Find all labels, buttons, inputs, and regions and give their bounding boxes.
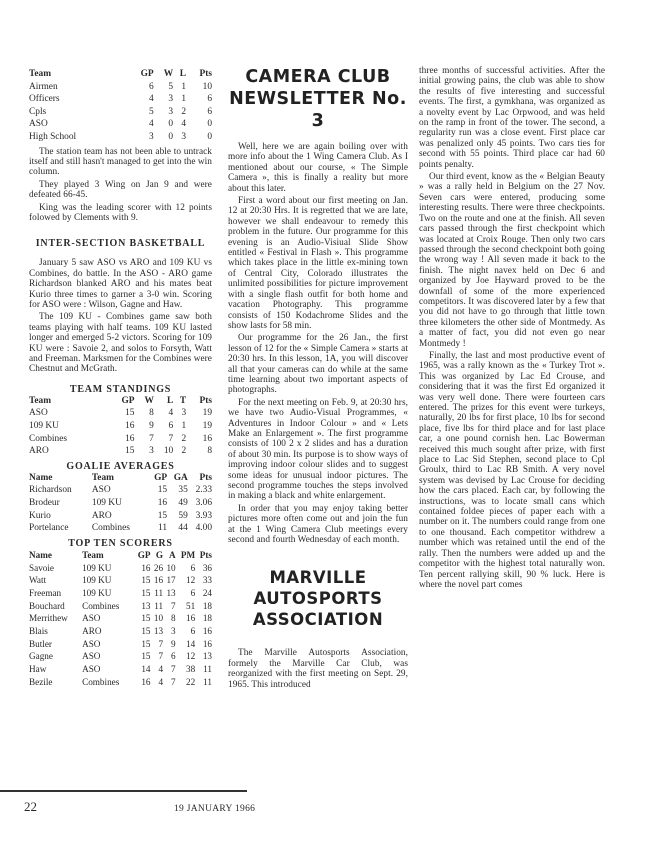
table-cell: 16 xyxy=(125,433,135,444)
table-cell: 18 xyxy=(202,613,212,624)
col-header: GP xyxy=(137,549,151,560)
table-cell: 51 xyxy=(186,600,196,611)
table-cell: 109 KU xyxy=(91,498,122,509)
title-line: NEWSLETTER No. 3 xyxy=(229,89,407,131)
table-cell: 13 xyxy=(202,651,212,662)
table-cell: 15 xyxy=(125,446,135,457)
table-cell: 17 xyxy=(166,575,176,586)
table-cell: 5 xyxy=(168,81,174,92)
table-cell: 15 xyxy=(141,638,151,649)
table-cell: 6 xyxy=(148,81,154,92)
scorers-body xyxy=(29,562,212,689)
title-line: MARVILLE xyxy=(269,568,367,588)
table-cell: Brodeur xyxy=(29,498,60,509)
table-cell: 2 xyxy=(181,433,187,444)
league-table xyxy=(29,68,212,144)
sports-column xyxy=(29,66,212,689)
table-cell: 4 xyxy=(181,119,187,130)
col-header: Pts xyxy=(199,69,212,79)
goalie-header xyxy=(29,472,212,485)
table-cell: 16 xyxy=(125,421,135,432)
table-cell: 33 xyxy=(202,575,212,586)
table-cell: 10 xyxy=(166,562,176,573)
table-cell: 6 xyxy=(168,421,174,432)
table-cell: 18 xyxy=(202,600,212,611)
table-cell: Bezile xyxy=(29,676,53,687)
table-cell: Haw xyxy=(29,664,47,675)
table-cell: 7 xyxy=(171,676,176,687)
paragraph: Finally, the last and most productive event of 1965, was a rally known as the « Turkey Trot ». This was organized by Lac Ed Crouse, and considering that it was the first Ed organized it was very well done. There were fourteen cars entered. The prizes for this event were turkeys, naturally, 20 lbs for first place, 10 lbs for second place, five lbs for third place and for last place car, a one pound cornish hen. Lac Bowerman received this much sought after prize, with first place to Lac Sid Stephen, second place to Cpl Groulx, third to Lac RB Smith. A very novel system was devised by Lac Crouse for deciding how the cars placed. Each car, by following the instructions, was to locate small cans which contained foldee pieces of paper each with a number on it. The numbers could range from one to one thousand. Each competitor withdrew a number which was retained until the end of the rally. Then the numbers were added up and the competitor with the highest total naturally won. Ten percent rallying skill, 90 % luck. Here is where the novel part comes xyxy=(419,350,605,590)
table-cell: 36 xyxy=(202,562,212,573)
table-cell: 16 xyxy=(141,676,151,687)
table-cell: 15 xyxy=(141,651,151,662)
table-cell: ARO xyxy=(82,626,102,637)
table-cell: Combines xyxy=(82,600,120,611)
table-cell: 0 xyxy=(168,131,174,142)
title-line: ASSOCIATION xyxy=(252,610,384,630)
table-cell: Airmen xyxy=(29,81,58,92)
table-cell: 10 xyxy=(202,81,212,92)
table-cell: 16 xyxy=(186,613,196,624)
table-cell: 109 KU xyxy=(82,587,112,598)
table-row xyxy=(29,574,212,587)
table-cell: 7 xyxy=(171,664,176,675)
table-cell: 1 xyxy=(181,421,187,432)
table-cell: Freeman xyxy=(29,587,62,598)
table-cell: ARO xyxy=(91,510,112,521)
table-cell: 38 xyxy=(186,664,196,675)
table-row xyxy=(29,612,212,625)
paragraph: The 109 KU - Combines game saw both teams playing with half teams. 109 KU lasted longer and emerged 5-2 victors. Scoring for 109 KU were : Savoie 2, and solos to Forsyth, Watt and Freeman. Marksmen for the Combines were Chestnut and McGrath. xyxy=(29,312,212,375)
table-row xyxy=(29,497,212,510)
table-cell: 15 xyxy=(141,587,151,598)
table-cell: ASO xyxy=(82,613,101,624)
table-row xyxy=(29,522,212,535)
col-header: Pts xyxy=(199,549,212,560)
table-cell: 16 xyxy=(157,498,168,509)
table-cell: Cpls xyxy=(29,106,47,117)
table-cell: 22 xyxy=(186,676,196,687)
table-cell: 2 xyxy=(181,446,187,457)
table-cell: 49 xyxy=(178,498,188,509)
table-cell: 6 xyxy=(171,651,176,662)
table-cell: Watt xyxy=(29,575,47,586)
goalie-body xyxy=(29,484,212,534)
inter-section-heading: INTER-SECTION BASKETBALL xyxy=(35,238,206,250)
table-cell: 3 xyxy=(171,626,176,637)
table-cell: 12 xyxy=(186,575,196,586)
table-cell: 16 xyxy=(202,638,212,649)
table-cell: 35 xyxy=(178,485,188,496)
table-cell: 44 xyxy=(178,523,188,534)
table-row xyxy=(29,600,212,613)
col-header: Name xyxy=(29,549,52,560)
table-cell: 10 xyxy=(153,613,164,624)
footer-rule xyxy=(0,790,247,792)
table-cell: ASO xyxy=(91,485,111,496)
col-header: Name xyxy=(29,472,53,483)
col-header: GA xyxy=(173,472,188,483)
col-header: GP xyxy=(154,472,168,483)
top-scorers-heading: TOP TEN SCORERS xyxy=(68,537,173,549)
table-cell: 24 xyxy=(202,587,212,598)
table-cell: 3 xyxy=(168,106,174,117)
col-header: GP xyxy=(140,69,154,79)
table-cell: 8 xyxy=(207,446,212,457)
table-cell: Butler xyxy=(29,638,52,649)
table-cell: 7 xyxy=(158,651,164,662)
table-cell: 6 xyxy=(190,562,196,573)
col-header: Team xyxy=(29,69,52,79)
table-cell: 16 xyxy=(141,562,151,573)
inter-section-report xyxy=(29,258,212,374)
table-cell: Richardson xyxy=(29,485,72,496)
table-cell: 3 xyxy=(168,94,174,105)
marville-article xyxy=(228,648,408,690)
table-cell: 4 xyxy=(168,408,174,419)
table-cell: 9 xyxy=(149,421,154,432)
table-cell: 15 xyxy=(157,485,168,496)
standings-body xyxy=(29,407,212,457)
table-cell: High School xyxy=(29,131,77,142)
title-line: AUTOSPORTS xyxy=(253,589,383,609)
paragraph: three months of successful activities. After the initial growing pains, the club was able to show the results of five interesting and successful events. The first, a gymkhana, was organized as a novelty event by Lac Orpwood, and was held on the ramp in front of the tower. The second, a regularity run was a close event. First place car was penalized only 45 points. Two cars ties for second with 55 points. Third place car had 60 points penalty. xyxy=(419,66,605,170)
table-cell: ASO xyxy=(29,408,48,419)
table-cell: 14 xyxy=(141,664,151,675)
table-cell: Kurio xyxy=(29,510,51,521)
table-cell: 4 xyxy=(148,94,154,105)
goalie-averages-table xyxy=(29,472,212,535)
table-row xyxy=(29,676,212,689)
table-cell: 4 xyxy=(158,664,164,675)
table-row xyxy=(29,131,212,144)
table-cell: Officers xyxy=(29,94,60,105)
table-cell: 8 xyxy=(171,613,176,624)
table-row xyxy=(29,433,212,446)
table-cell: Combines xyxy=(91,523,130,534)
table-cell: 3 xyxy=(148,131,154,142)
table-cell: Portelance xyxy=(29,523,69,534)
table-row xyxy=(29,407,212,420)
table-cell: 11 xyxy=(154,600,164,611)
paragraph: Our third event, know as the « Belgian Beauty » was a rally held in Belgium on the 27 Nov. Seven cars were entered, producing some interesting results. There were three checkpoints. Two on the route and one at the finish. All seven cars passed through the first checkpoint which was located at Croix Rouge. Then only two cars passed through the second checkpoint both going the wrong way ! All seven made it back to the finish. The night navex held on Dec 6 and organized by Joe Hayward proved to be the downfall of some of the more experienced competitors. It was discovered later by a few that you did not have to go through that little town three kilometers the other side of Montmedy. As a matter of fact, you did not even go near Montmedy ! xyxy=(419,172,605,349)
table-cell: 3.93 xyxy=(195,510,212,521)
col-header: Team xyxy=(82,549,104,560)
col-header: L xyxy=(179,69,187,79)
table-cell: 4 xyxy=(148,119,154,130)
table-row xyxy=(29,638,212,651)
table-cell: 15 xyxy=(125,408,135,419)
table-row xyxy=(29,510,212,523)
table-row xyxy=(29,562,212,575)
table-cell: 3 xyxy=(181,408,187,419)
table-cell: 14 xyxy=(186,638,196,649)
page-number: 22 xyxy=(24,799,37,814)
col-header: Pts xyxy=(199,472,212,483)
table-cell: 26 xyxy=(153,562,164,573)
table-cell: ASO xyxy=(82,664,101,675)
table-row xyxy=(29,650,212,663)
table-cell: 12 xyxy=(186,651,196,662)
scorers-header xyxy=(29,549,212,562)
table-cell: 2 xyxy=(181,106,187,117)
league-table-header xyxy=(29,68,212,81)
station-team-report xyxy=(29,147,212,224)
table-cell: 9 xyxy=(171,638,176,649)
table-cell: 6 xyxy=(190,587,196,598)
table-row xyxy=(29,587,212,600)
paragraph: Well, here we are again boiling over with more info about the 1 Wing Camera Club. As I mentioned about our course, « The Simple Camera », this is finally a reality but more about this later. xyxy=(228,142,408,194)
col-header: Team xyxy=(91,472,114,483)
table-cell: 11 xyxy=(154,587,164,598)
table-cell: 3 xyxy=(181,131,187,142)
col-header: W xyxy=(163,69,174,79)
table-cell: ARO xyxy=(29,446,49,457)
table-cell: 16 xyxy=(153,575,164,586)
table-cell: 4 xyxy=(158,676,164,687)
table-cell: 13 xyxy=(141,600,151,611)
table-cell: Gagne xyxy=(29,651,53,662)
table-cell: Bouchard xyxy=(29,600,65,611)
team-standings-heading: TEAM STANDINGS xyxy=(69,383,172,395)
paragraph: King was the leading scorer with 12 points folowed by Clements with 9. xyxy=(29,202,212,223)
col-header: A xyxy=(168,549,176,560)
table-cell: Savoie xyxy=(29,562,55,573)
col-header: W xyxy=(144,395,154,406)
marville-continued-column xyxy=(419,66,605,590)
table-cell: 7 xyxy=(158,638,164,649)
table-cell: 7 xyxy=(168,433,174,444)
table-cell: 11 xyxy=(203,664,212,675)
camera-club-title xyxy=(228,66,408,132)
issue-date: 19 JANUARY 1966 xyxy=(174,804,256,814)
table-row xyxy=(29,663,212,676)
top-scorers-table xyxy=(29,549,212,689)
table-cell: 11 xyxy=(203,676,212,687)
table-cell: 15 xyxy=(141,613,151,624)
paragraph: First a word about our first meeting on Jan. 12 at 20:30 Hrs. It is regretted that we are late, however we shall endeavour to remedy this problem in the future. Our programme for this evening is an Audio-Visiual Slide Show entitled « Festival in Flash ». This programme which takes place in the little ex-mining town of Central City, Colorado illustrates the unlimited possibilities for picture improvement with a single flash outfit for both home and vacation Photography. This programme consists of 150 Kodachrome Slides and the show lasts for 58 min. xyxy=(228,196,408,331)
paragraph: January 5 saw ASO vs ARO and 109 KU vs Combines, do battle. In the ASO - ARO game Richardson blanked ARO and his mates beat Kurio three times to garner a 3-0 win. Scoring for ASO were : Wilson, Gagne and Haw. xyxy=(29,258,212,311)
table-row xyxy=(29,93,212,106)
table-cell: 10 xyxy=(163,446,174,457)
table-cell: 1 xyxy=(181,94,187,105)
title-line: CAMERA CLUB xyxy=(245,67,391,87)
table-row xyxy=(29,420,212,433)
table-cell: 15 xyxy=(141,575,151,586)
table-cell: ASO xyxy=(29,119,48,130)
table-cell: 59 xyxy=(178,510,188,521)
league-table-body xyxy=(29,81,212,144)
table-cell: 3.06 xyxy=(195,498,212,509)
table-cell: 109 KU xyxy=(29,421,59,432)
table-row xyxy=(29,625,212,638)
table-cell: 0 xyxy=(207,131,212,142)
table-cell: 6 xyxy=(190,626,196,637)
col-header: Team xyxy=(29,395,52,406)
table-row xyxy=(29,118,212,131)
table-cell: 5 xyxy=(148,106,154,117)
col-header: L xyxy=(166,395,174,406)
table-cell: 3 xyxy=(149,446,154,457)
table-cell: 109 KU xyxy=(82,575,112,586)
table-cell: Combines xyxy=(29,433,68,444)
paragraph: In order that you may enjoy taking better pictures more often come out and join the fun at the 1 Wing Camera Club meetings every second and fourth Wednesday of each month. xyxy=(228,503,408,546)
goalie-averages-heading: GOALIE AVERAGES xyxy=(66,460,175,472)
table-cell: 0 xyxy=(207,119,212,130)
col-header: Pts xyxy=(199,395,212,406)
table-cell: 16 xyxy=(202,433,212,444)
table-cell: Combines xyxy=(82,676,120,687)
camera-club-article xyxy=(228,142,408,545)
table-cell: 13 xyxy=(153,626,164,637)
col-header: T xyxy=(179,395,187,406)
table-cell: 19 xyxy=(202,408,212,419)
table-cell: 19 xyxy=(202,421,212,432)
table-cell: 109 KU xyxy=(82,562,112,573)
table-cell: 11 xyxy=(158,523,168,534)
table-cell: ASO xyxy=(82,651,101,662)
team-standings-table xyxy=(29,395,212,458)
table-cell: 2.33 xyxy=(195,485,212,496)
table-cell: 1 xyxy=(181,81,187,92)
table-row xyxy=(29,445,212,458)
table-cell: ASO xyxy=(82,638,101,649)
table-cell: 6 xyxy=(207,106,212,117)
table-cell: 16 xyxy=(202,626,212,637)
standings-header xyxy=(29,395,212,408)
table-row xyxy=(29,106,212,119)
table-cell: 6 xyxy=(207,94,212,105)
table-cell: 7 xyxy=(149,433,154,444)
col-header: PM xyxy=(180,549,196,560)
table-row xyxy=(29,484,212,497)
table-cell: 0 xyxy=(168,119,174,130)
table-cell: Merrithew xyxy=(29,613,68,624)
paragraph: For the next meeting on Feb. 9, at 20:30 hrs, we have two Audio-Visual Programmes, « Adventures in Indoor Colour » and « Lets Make an Enlargement ». The first programme consists of 100 2 x 2 slides and has a duration of about 30 min. Its purpose is to show ways of improving indoor colour slides and to suggest some ideas for unusual indoor pictures. The second programme touches the steps involved in making a black and white enlargement. xyxy=(228,397,408,502)
table-cell: 4.00 xyxy=(195,523,212,534)
table-cell: 15 xyxy=(141,626,151,637)
table-cell: 7 xyxy=(171,600,176,611)
marville-title xyxy=(228,567,408,630)
paragraph: The station team has not been able to untrack itself and still hasn't managed to get into the win column. xyxy=(29,146,212,178)
table-row xyxy=(29,81,212,94)
col-header: G xyxy=(155,549,164,560)
paragraph: They played 3 Wing on Jan 9 and were defeated 66-45. xyxy=(29,179,212,201)
table-cell: 15 xyxy=(157,510,168,521)
col-header: GP xyxy=(121,395,135,406)
table-cell: 13 xyxy=(166,587,176,598)
table-cell: Blais xyxy=(29,626,48,637)
camera-club-column xyxy=(228,66,408,690)
table-cell: 8 xyxy=(149,408,154,419)
paragraph: The Marville Autosports Association, formely the Marville Car Club, was reorganized with the first meeting on Sept. 29, 1965. This introduced xyxy=(228,648,408,690)
paragraph: Our programme for the 26 Jan., the first lesson of 12 for the « Simple Camera » starts at 20:30 hrs. In this lesson, 1A, you will discover all that your cameras can do while at the same time learning about two important aspects of photographs. xyxy=(228,333,408,396)
